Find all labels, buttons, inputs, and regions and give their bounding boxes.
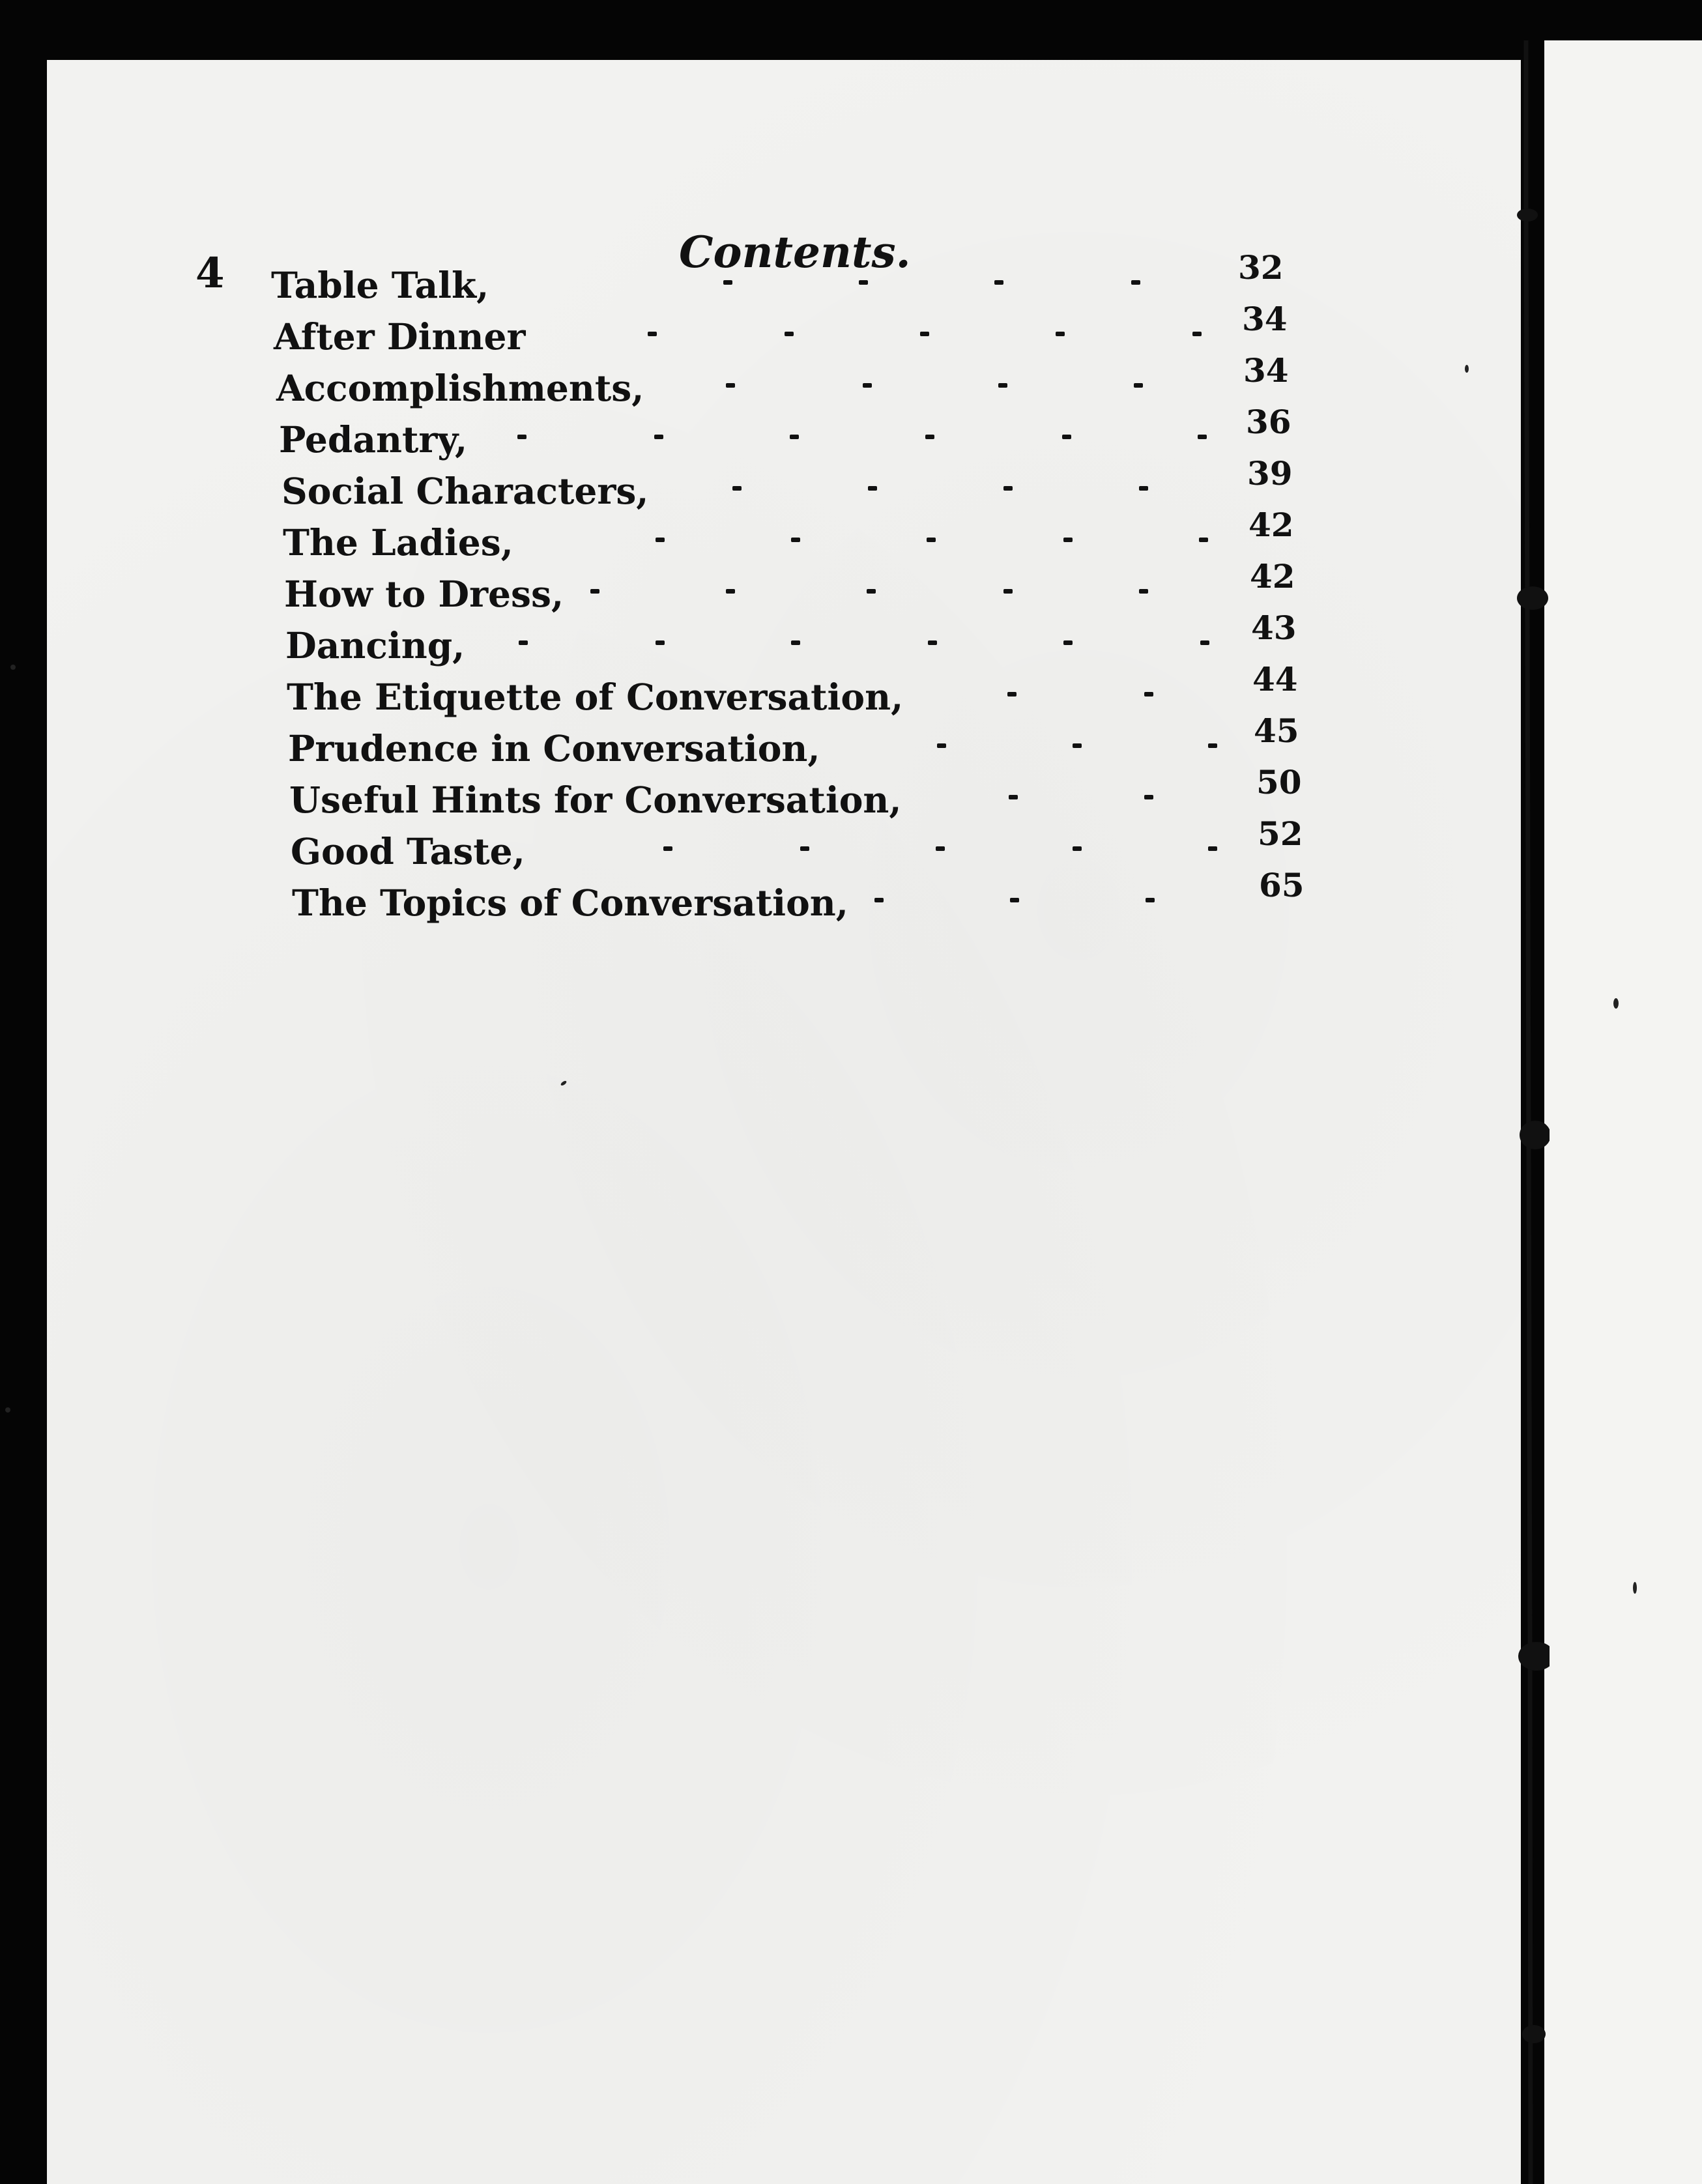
leader-dash	[654, 435, 663, 439]
toc-entry-social-characters	[47, 454, 1521, 525]
leader-dash	[800, 846, 809, 851]
toc-entry-after-dinner	[47, 300, 1521, 371]
leader-dash	[791, 640, 800, 645]
leader-dash	[1131, 280, 1140, 285]
leader-dash	[868, 486, 877, 491]
leader-dash	[1003, 589, 1013, 594]
leader-dash	[785, 332, 794, 336]
toc-entry-page: 34	[1243, 351, 1289, 390]
toc-entry-title: After Dinner	[274, 315, 526, 358]
leader-dash	[726, 383, 735, 388]
leader-dash	[927, 538, 936, 542]
leader-dash	[1198, 435, 1207, 439]
toc-entry-page: 44	[1252, 660, 1298, 698]
leader-dash	[648, 332, 657, 336]
page-number: 4	[195, 249, 225, 298]
leader-dash	[790, 435, 799, 439]
leader-dash	[723, 280, 732, 285]
toc-entry-title: Dancing,	[285, 624, 465, 667]
toc-entry-page: 34	[1242, 300, 1288, 338]
toc-entry-title: Accomplishments,	[276, 367, 644, 409]
table-of-contents	[47, 60, 1521, 1037]
leader-dash	[1208, 846, 1217, 851]
paper-speck	[5, 1407, 10, 1413]
leader-dash	[1062, 435, 1071, 439]
toc-entry-pedantry	[47, 403, 1521, 474]
paper-speck	[1465, 365, 1469, 373]
toc-entry-page: 45	[1254, 711, 1299, 750]
leader-dash	[1003, 486, 1013, 491]
leader-dash	[1056, 332, 1065, 336]
leader-dash	[791, 538, 800, 542]
leader-dash	[1200, 640, 1209, 645]
leader-dash	[1199, 538, 1208, 542]
leader-dash	[663, 846, 672, 851]
toc-entry-title: Prudence in Conversation,	[288, 727, 820, 769]
leader-dash	[920, 332, 929, 336]
toc-entry-accomplishments	[47, 351, 1521, 422]
running-head: Contents.	[679, 227, 911, 278]
leader-dash	[998, 383, 1007, 388]
toc-entry-title: Pedantry,	[279, 418, 468, 461]
paper-speck	[1633, 1582, 1637, 1594]
toc-entry-title: Social Characters,	[281, 470, 649, 512]
leader-dash	[1007, 692, 1017, 697]
toc-entry-title: The Etiquette of Conversation,	[287, 676, 904, 718]
leader-dash	[517, 435, 526, 439]
leader-dash	[1073, 743, 1082, 748]
toc-entry-title: Table Talk,	[271, 264, 489, 306]
toc-entry-title: The Ladies,	[283, 521, 513, 564]
leader-dash	[1208, 743, 1217, 748]
toc-entry-the-etiquette-of-conversation	[47, 660, 1521, 731]
leader-dash	[1063, 640, 1073, 645]
leader-dash	[519, 640, 528, 645]
toc-entry-page: 32	[1238, 248, 1284, 287]
leader-dash	[994, 280, 1003, 285]
leader-dash	[656, 538, 665, 542]
leader-dash	[1146, 898, 1155, 902]
leader-dash	[1144, 795, 1153, 799]
toc-entry-title: How to Dress,	[284, 573, 564, 615]
toc-entry-page: 36	[1246, 403, 1291, 441]
toc-entry-title: Good Taste,	[291, 830, 525, 872]
leader-dash	[859, 280, 868, 285]
leader-dash	[1073, 846, 1082, 851]
leader-dash	[1139, 486, 1148, 491]
toc-entry-page: 42	[1250, 557, 1295, 596]
toc-entry-page: 43	[1251, 609, 1297, 647]
toc-entry-dancing	[47, 609, 1521, 680]
leader-dash	[1134, 383, 1143, 388]
toc-entry-title: Useful Hints for Conversation,	[289, 779, 902, 821]
leader-dash	[936, 846, 945, 851]
leader-dash	[656, 640, 665, 645]
leader-dash	[1063, 538, 1073, 542]
toc-entry-page: 50	[1256, 763, 1302, 801]
leader-dash	[863, 383, 872, 388]
toc-entry-the-ladies	[47, 506, 1521, 577]
leader-dash	[937, 743, 946, 748]
binding-stitches	[1510, 40, 1550, 2184]
leader-dash	[1010, 898, 1019, 902]
leader-dash	[590, 589, 599, 594]
leader-dash	[867, 589, 876, 594]
toc-entry-how-to-dress	[47, 557, 1521, 628]
leader-dash	[732, 486, 742, 491]
leader-dash	[925, 435, 934, 439]
facing-page-edge	[1544, 40, 1702, 2184]
leader-dash	[726, 589, 735, 594]
toc-entry-page: 42	[1248, 506, 1294, 544]
leader-dash	[1139, 589, 1148, 594]
toc-entry-page: 52	[1258, 814, 1303, 853]
paper-speck	[1613, 998, 1619, 1009]
book-page	[47, 60, 1521, 2184]
leader-dash	[1009, 795, 1018, 799]
leader-dash	[928, 640, 937, 645]
leader-dash	[874, 898, 884, 902]
leader-dash	[1192, 332, 1202, 336]
toc-entry-page: 39	[1247, 454, 1293, 493]
leader-dash	[1144, 692, 1153, 697]
toc-entry-the-topics-of-conversation	[47, 866, 1521, 937]
paper-speck	[10, 665, 16, 670]
toc-entry-title: The Topics of Conversation,	[292, 882, 848, 924]
toc-entry-page: 65	[1259, 866, 1305, 904]
